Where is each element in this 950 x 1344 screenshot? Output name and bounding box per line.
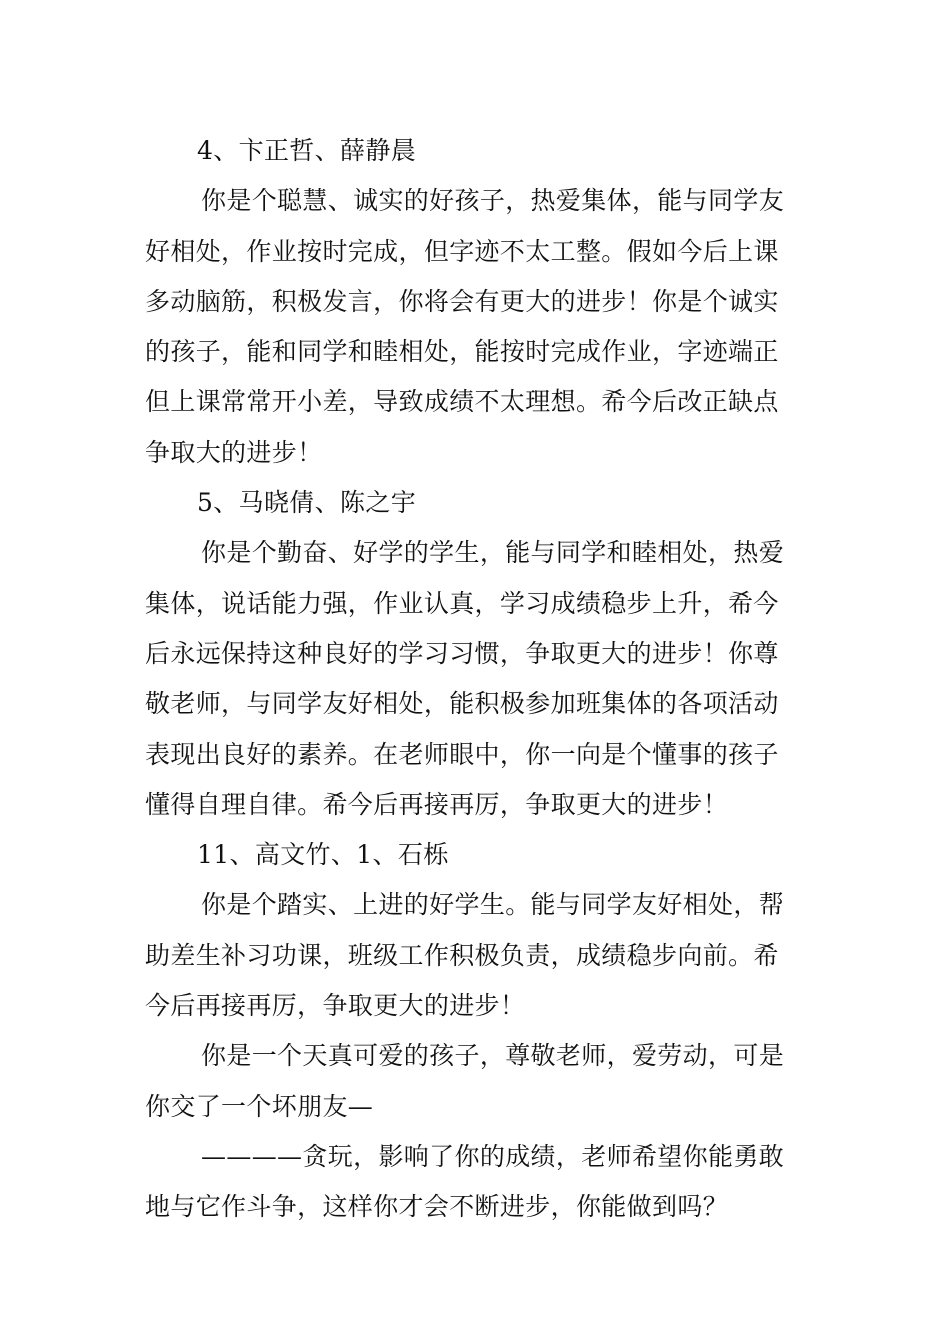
- paragraph-line: 敬老师，与同学友好相处，能积极参加班集体的各项活动: [145, 689, 779, 719]
- paragraph-line: 你是个勤奋、好学的学生，能与同学和睦相处，热爱: [201, 538, 785, 568]
- paragraph-line: 争取大的进步！: [145, 437, 323, 467]
- paragraph-line: 今后再接再厉，争取更大的进步！: [145, 991, 526, 1021]
- paragraph-line: 后永远保持这种良好的学习习惯，争取更大的进步！你尊: [145, 638, 779, 668]
- paragraph-line: 你是一个天真可爱的孩子，尊敬老师，爱劳动，可是: [201, 1041, 785, 1071]
- paragraph-line: 集体，说话能力强，作业认真，学习成绩稳步上升，希今: [145, 588, 779, 618]
- paragraph-line: 你是个踏实、上进的好学生。能与同学友好相处，帮: [201, 890, 785, 920]
- paragraph-line: 助差生补习功课，班级工作积极负责，成绩稳步向前。希: [145, 940, 779, 970]
- paragraph-line: 你交了一个坏朋友—: [145, 1091, 374, 1121]
- paragraph-line: ————贪玩，影响了你的成绩，老师希望你能勇敢: [201, 1141, 785, 1171]
- paragraph-line: 地与它作斗争，这样你才会不断进步，你能做到吗？: [145, 1192, 729, 1222]
- section-heading-11: 11、高文竹、1、石栎: [197, 840, 449, 870]
- paragraph-line: 多动脑筋，积极发言，你将会有更大的进步！你是个诚实: [145, 286, 779, 316]
- paragraph-line: 懂得自理自律。希今后再接再厉，争取更大的进步！: [145, 789, 729, 819]
- paragraph-line: 表现出良好的素养。在老师眼中，你一向是个懂事的孩子: [145, 739, 779, 769]
- paragraph-line: 你是个聪慧、诚实的好孩子，热爱集体，能与同学友: [201, 186, 785, 216]
- section-heading-4: 4、卞正哲、薛静晨: [197, 136, 417, 165]
- document-body: [145, 126, 809, 1233]
- paragraph-line: 的孩子，能和同学和睦相处，能按时完成作业，字迹端正: [145, 337, 779, 367]
- paragraph-line: 好相处，作业按时完成，但字迹不太工整。假如今后上课: [145, 236, 779, 266]
- paragraph-line: 但上课常常开小差，导致成绩不太理想。希今后改正缺点: [145, 387, 779, 417]
- section-heading-5: 5、马晓倩、陈之宇: [197, 488, 417, 518]
